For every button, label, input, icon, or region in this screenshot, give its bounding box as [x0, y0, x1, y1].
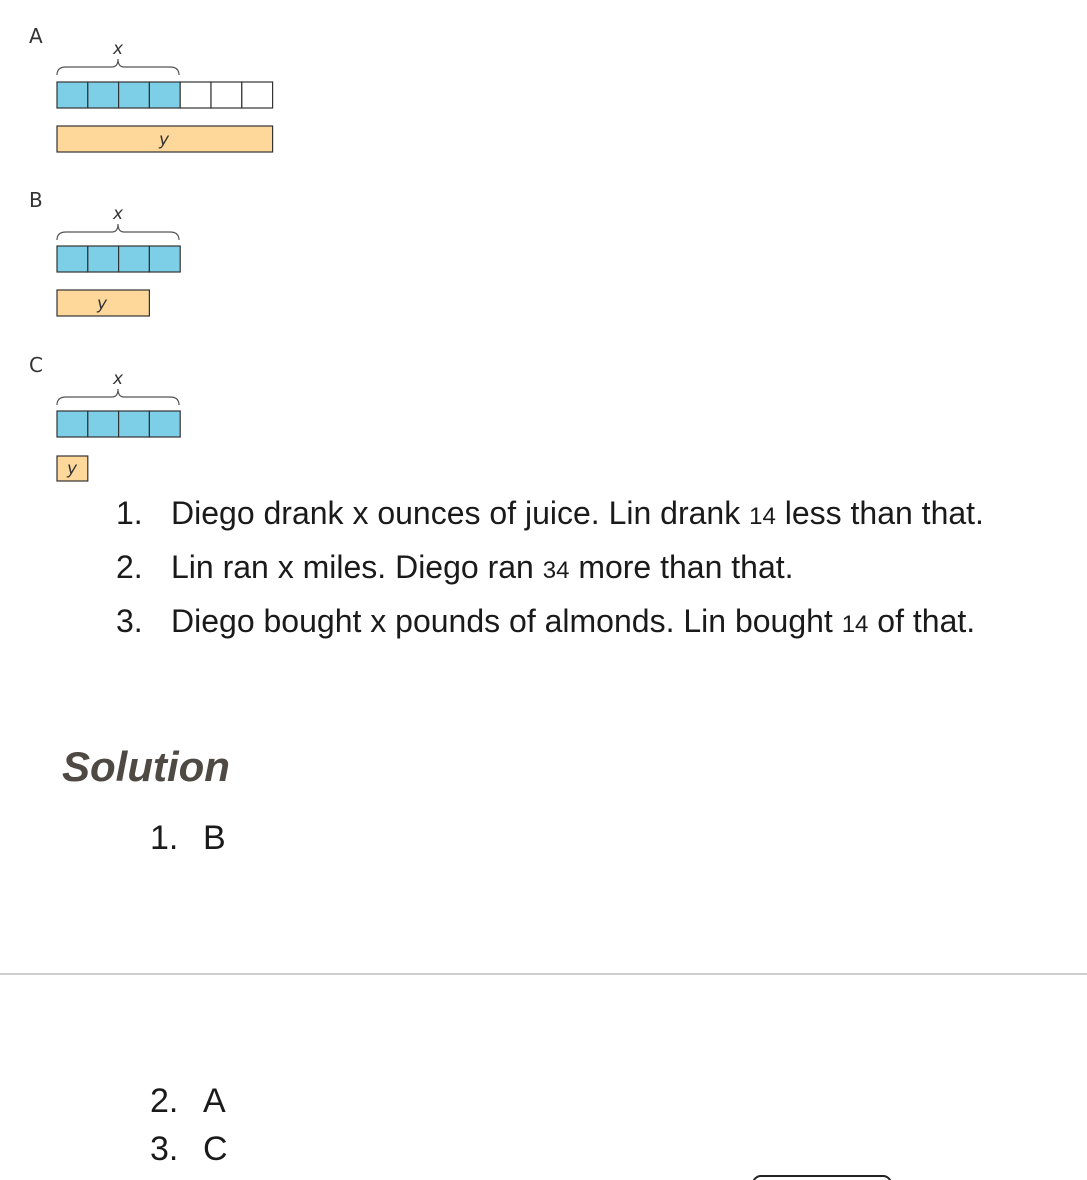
problem-number: 2. — [116, 549, 143, 585]
diagram-c-x-label: x — [112, 369, 124, 389]
problem-variable: x — [370, 603, 387, 639]
diagram-a-empty-unit — [211, 82, 242, 108]
page-break-divider — [0, 973, 1087, 975]
answer-number: 1. — [150, 819, 179, 857]
diagram-c-brace — [57, 389, 179, 405]
tape-diagram-a — [50, 35, 290, 160]
diagram-b-x-unit — [88, 246, 119, 272]
problem-item — [116, 488, 984, 542]
answer-number: 3. — [150, 1130, 179, 1168]
diagram-c-label: C — [29, 353, 43, 377]
problem-text-end: more than that. — [569, 549, 794, 585]
diagram-b-x-unit — [119, 246, 150, 272]
solution-answer-list-first — [150, 814, 226, 862]
solution-heading: Solution — [62, 743, 230, 790]
diagram-a-empty-unit — [242, 82, 273, 108]
problem-value: 14 — [841, 611, 869, 638]
diagram-a-x-unit — [119, 82, 150, 108]
problem-text-middle: pounds of almonds. Lin bought — [386, 603, 842, 639]
problem-text-end: less than that. — [775, 495, 984, 531]
diagram-b-x-label: x — [112, 204, 124, 224]
problem-value: 14 — [749, 503, 776, 530]
problem-variable: x — [277, 549, 294, 585]
problem-item — [116, 542, 984, 596]
solution-answer-list-rest — [150, 1077, 228, 1173]
diagram-b-x-unit — [149, 246, 180, 272]
solution-answer-item — [150, 1125, 228, 1173]
problem-text-start: Diego bought — [171, 603, 371, 639]
problem-text-middle: miles. Diego ran — [293, 549, 543, 585]
answer-value: A — [203, 1082, 226, 1120]
problem-value: 34 — [542, 557, 570, 584]
diagram-b-x-unit — [57, 246, 88, 272]
problem-variable: x — [352, 495, 369, 531]
diagram-a-x-unit — [88, 82, 119, 108]
tape-diagram-b — [50, 200, 290, 325]
problem-number: 3. — [116, 603, 143, 639]
problem-text-end: of that. — [868, 603, 976, 639]
diagram-b-label: B — [29, 188, 43, 212]
problem-list — [116, 488, 984, 650]
answer-value: C — [203, 1130, 228, 1168]
diagram-c-x-unit — [149, 411, 180, 437]
diagram-c-x-unit — [57, 411, 88, 437]
diagram-c-y-label: y — [66, 459, 78, 479]
diagram-a-x-unit — [149, 82, 180, 108]
diagram-b-brace — [57, 224, 179, 240]
diagram-a-x-unit — [57, 82, 88, 108]
solution-answer-item — [150, 814, 226, 862]
problem-text-middle: ounces of juice. Lin drank — [368, 495, 750, 531]
problem-text-start: Lin ran — [171, 549, 278, 585]
diagram-a-x-label: x — [112, 39, 124, 59]
problem-item — [116, 596, 984, 650]
bottom-tab-handle[interactable] — [752, 1175, 892, 1180]
tape-diagram-c — [50, 365, 290, 490]
problem-text-start: Diego drank — [171, 495, 353, 531]
diagram-a-brace — [57, 59, 179, 75]
solution-answer-item — [150, 1077, 228, 1125]
diagram-c-x-unit — [88, 411, 119, 437]
diagram-a-y-label: y — [158, 130, 170, 150]
answer-value: B — [203, 819, 226, 857]
diagram-c-x-unit — [119, 411, 150, 437]
diagram-b-y-label: y — [96, 294, 108, 314]
diagram-a-empty-unit — [180, 82, 211, 108]
problem-number: 1. — [116, 495, 143, 531]
answer-number: 2. — [150, 1082, 179, 1120]
diagram-a-label: A — [29, 24, 43, 48]
